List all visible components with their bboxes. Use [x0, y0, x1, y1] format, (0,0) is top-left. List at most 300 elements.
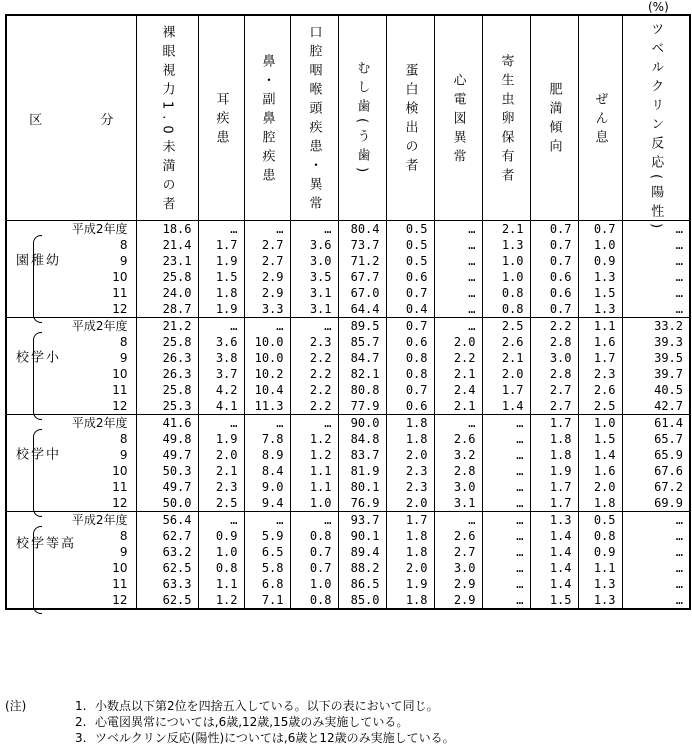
value-cell: 1.4	[578, 447, 622, 463]
note-line-1	[5, 698, 439, 714]
value-cell: 76.9	[338, 495, 386, 512]
year-cell	[6, 495, 136, 512]
value-cell: 1.2	[290, 431, 338, 447]
year-label: 平成2年度	[71, 222, 128, 236]
value-cell: 25.3	[136, 398, 198, 415]
table-row	[6, 592, 690, 609]
value-cell: 80.1	[338, 479, 386, 495]
year-cell	[6, 269, 136, 285]
value-cell: 1.3	[578, 592, 622, 609]
column-header-label: 心電図異常	[450, 72, 466, 168]
value-cell: 1.0	[290, 576, 338, 592]
value-cell: 0.8	[290, 528, 338, 544]
value-cell: …	[434, 237, 482, 253]
column-header	[136, 15, 198, 221]
column-header	[290, 15, 338, 221]
value-cell: 1.3	[530, 512, 578, 529]
value-cell: 0.7	[386, 318, 434, 335]
value-cell: 8.9	[244, 447, 290, 463]
value-cell: 65.7	[622, 431, 690, 447]
value-cell: …	[434, 318, 482, 335]
table-row	[6, 366, 690, 382]
table-row	[6, 463, 690, 479]
value-cell: 9.0	[244, 479, 290, 495]
value-cell: 1.3	[578, 301, 622, 318]
value-cell: 1.1	[290, 463, 338, 479]
table-row	[6, 447, 690, 463]
group-label: 高等学校	[13, 536, 73, 549]
value-cell: 40.5	[622, 382, 690, 398]
value-cell: 2.0	[482, 366, 530, 382]
value-cell: 1.8	[386, 544, 434, 560]
value-cell: 2.3	[578, 366, 622, 382]
value-cell: 2.1	[198, 463, 244, 479]
value-cell: 0.5	[386, 253, 434, 269]
group-section	[6, 415, 690, 512]
value-cell: 2.5	[198, 495, 244, 512]
value-cell: 0.5	[578, 512, 622, 529]
column-header-label: 耳疾患	[213, 91, 229, 149]
value-cell: 25.8	[136, 382, 198, 398]
value-cell: …	[482, 512, 530, 529]
value-cell: 1.9	[198, 431, 244, 447]
group-label: 幼稚園	[13, 253, 58, 266]
year-cell	[6, 512, 136, 549]
year-label: 12	[112, 399, 128, 413]
table-row	[6, 221, 690, 238]
value-cell: 77.9	[338, 398, 386, 415]
value-cell: 39.7	[622, 366, 690, 382]
value-cell: 1.2	[198, 592, 244, 609]
column-header-label: 寄生虫卵保有者	[498, 53, 514, 187]
value-cell: 2.8	[530, 334, 578, 350]
value-cell: …	[290, 415, 338, 432]
value-cell: 7.1	[244, 592, 290, 609]
value-cell: 0.8	[482, 301, 530, 318]
value-cell: 3.1	[290, 301, 338, 318]
column-header	[622, 15, 690, 235]
year-cell	[6, 463, 136, 479]
year-label: 11	[112, 286, 128, 300]
value-cell: 1.8	[386, 528, 434, 544]
year-cell	[6, 318, 136, 363]
value-cell: 2.2	[290, 382, 338, 398]
value-cell: 4.2	[198, 382, 244, 398]
value-cell: 83.7	[338, 447, 386, 463]
value-cell: 0.6	[386, 269, 434, 285]
value-cell: 3.5	[290, 269, 338, 285]
year-cell	[6, 237, 136, 253]
value-cell: 3.6	[198, 334, 244, 350]
year-cell	[6, 221, 136, 266]
value-cell: 2.9	[434, 576, 482, 592]
value-cell: 1.8	[198, 285, 244, 301]
value-cell: 4.1	[198, 398, 244, 415]
value-cell: 2.0	[578, 479, 622, 495]
value-cell: 1.9	[386, 576, 434, 592]
value-cell: 2.7	[244, 237, 290, 253]
value-cell: 49.7	[136, 447, 198, 463]
value-cell: 3.8	[198, 350, 244, 366]
year-label: 平成2年度	[71, 513, 128, 527]
value-cell: 86.5	[338, 576, 386, 592]
value-cell: 1.0	[198, 544, 244, 560]
value-cell: 8.4	[244, 463, 290, 479]
value-cell: 85.0	[338, 592, 386, 609]
value-cell: 11.3	[244, 398, 290, 415]
value-cell: 93.7	[338, 512, 386, 529]
value-cell: 5.9	[244, 528, 290, 544]
value-cell: 7.8	[244, 431, 290, 447]
year-cell	[6, 447, 136, 463]
value-cell: …	[482, 576, 530, 592]
value-cell: 2.9	[244, 269, 290, 285]
year-cell	[6, 398, 136, 415]
value-cell: 50.0	[136, 495, 198, 512]
value-cell: 0.8	[386, 366, 434, 382]
value-cell: 2.3	[198, 479, 244, 495]
value-cell: 0.7	[290, 560, 338, 576]
value-cell: 2.3	[290, 334, 338, 350]
value-cell: 61.4	[622, 415, 690, 432]
value-cell: 89.5	[338, 318, 386, 335]
value-cell: 63.2	[136, 544, 198, 560]
value-cell: …	[434, 512, 482, 529]
table-row	[6, 544, 690, 560]
year-label: 11	[112, 480, 128, 494]
value-cell: 62.5	[136, 560, 198, 576]
value-cell: 41.6	[136, 415, 198, 432]
table-row	[6, 253, 690, 269]
value-cell: 1.7	[530, 415, 578, 432]
note-number: 1.	[75, 699, 87, 713]
year-label: 10	[112, 367, 128, 381]
column-header	[244, 15, 290, 221]
value-cell: 1.3	[578, 576, 622, 592]
value-cell: …	[244, 221, 290, 238]
value-cell: 1.9	[198, 301, 244, 318]
value-cell: 3.3	[244, 301, 290, 318]
year-label: 10	[112, 270, 128, 284]
value-cell: 1.4	[530, 560, 578, 576]
division-header-right: 分	[100, 112, 114, 128]
division-header	[6, 15, 136, 221]
value-cell: 2.0	[386, 560, 434, 576]
value-cell: 2.2	[290, 366, 338, 382]
year-label: 12	[112, 496, 128, 510]
division-header-left: 区	[29, 112, 43, 128]
column-header-label: 裸眼視力1.0未満の者	[159, 24, 175, 216]
value-cell: 1.3	[578, 269, 622, 285]
value-cell: 67.2	[622, 479, 690, 495]
value-cell: 2.1	[482, 350, 530, 366]
value-cell: 88.2	[338, 560, 386, 576]
value-cell: 0.6	[386, 334, 434, 350]
note-number: 3.	[75, 731, 87, 745]
year-cell	[6, 285, 136, 301]
value-cell: 2.5	[482, 318, 530, 335]
notes-label: (注)	[5, 699, 27, 713]
value-cell: 10.2	[244, 366, 290, 382]
value-cell: …	[622, 301, 690, 318]
value-cell: 2.2	[530, 318, 578, 335]
value-cell: 3.2	[434, 447, 482, 463]
value-cell: 33.2	[622, 318, 690, 335]
value-cell: 0.7	[290, 544, 338, 560]
value-cell: 1.1	[578, 318, 622, 335]
table-row	[6, 398, 690, 415]
value-cell: 2.7	[244, 253, 290, 269]
value-cell: …	[198, 415, 244, 432]
value-cell: …	[482, 495, 530, 512]
value-cell: …	[622, 592, 690, 609]
value-cell: 0.6	[386, 398, 434, 415]
group-label: 中学校	[13, 447, 58, 460]
value-cell: …	[198, 221, 244, 238]
table-row	[6, 269, 690, 285]
column-header-label: 口腔咽喉頭疾患・異常	[306, 25, 322, 215]
year-label: 8	[119, 529, 128, 543]
year-label: 10	[112, 561, 128, 575]
value-cell: 3.6	[290, 237, 338, 253]
value-cell: 2.2	[290, 398, 338, 415]
value-cell: 0.7	[530, 253, 578, 269]
column-header-label: 蛋白検出の者	[402, 63, 418, 177]
value-cell: 2.2	[290, 350, 338, 366]
value-cell: 2.9	[434, 592, 482, 609]
value-cell: 2.1	[434, 366, 482, 382]
value-cell: 1.4	[530, 544, 578, 560]
value-cell: 90.1	[338, 528, 386, 544]
value-cell: …	[622, 253, 690, 269]
table-row	[6, 237, 690, 253]
column-header-label: ツベルクリン反応(陽性)	[648, 22, 664, 235]
group-section	[6, 512, 690, 610]
value-cell: 0.7	[386, 285, 434, 301]
value-cell: 0.8	[198, 560, 244, 576]
value-cell: 0.8	[290, 592, 338, 609]
value-cell: …	[622, 576, 690, 592]
value-cell: 0.8	[578, 528, 622, 544]
value-cell: 18.6	[136, 221, 198, 238]
notes	[5, 698, 455, 746]
value-cell: 1.7	[482, 382, 530, 398]
value-cell: …	[482, 528, 530, 544]
value-cell: 73.7	[338, 237, 386, 253]
year-cell	[6, 592, 136, 609]
value-cell: 50.3	[136, 463, 198, 479]
value-cell: 90.0	[338, 415, 386, 432]
unit-label: (%)	[648, 0, 669, 14]
value-cell: 1.8	[386, 415, 434, 432]
value-cell: 25.8	[136, 269, 198, 285]
year-label: 9	[119, 448, 128, 462]
table-row	[6, 382, 690, 398]
column-header	[578, 15, 622, 221]
group-label: 小学校	[13, 350, 58, 363]
note-number: 2.	[75, 715, 87, 729]
value-cell: 1.4	[482, 398, 530, 415]
column-header	[386, 15, 434, 221]
value-cell: …	[244, 415, 290, 432]
value-cell: 0.5	[386, 237, 434, 253]
value-cell: 1.8	[386, 592, 434, 609]
value-cell: 1.0	[482, 253, 530, 269]
year-label: 平成2年度	[71, 416, 128, 430]
table-row	[6, 512, 690, 529]
value-cell: 1.0	[578, 237, 622, 253]
year-cell	[6, 560, 136, 576]
year-label: 11	[112, 383, 128, 397]
table-row	[6, 576, 690, 592]
column-header-label: 鼻・副鼻腔疾患	[259, 53, 275, 187]
value-cell: …	[482, 560, 530, 576]
year-label: 8	[119, 335, 128, 349]
value-cell: 2.6	[434, 528, 482, 544]
value-cell: 1.6	[578, 334, 622, 350]
value-cell: 0.6	[530, 285, 578, 301]
value-cell: 1.5	[198, 269, 244, 285]
value-cell: 21.2	[136, 318, 198, 335]
value-cell: 1.0	[290, 495, 338, 512]
value-cell: 39.5	[622, 350, 690, 366]
value-cell: …	[622, 269, 690, 285]
value-cell: 1.5	[530, 592, 578, 609]
value-cell: 3.0	[434, 560, 482, 576]
health-statistics-table	[5, 14, 691, 610]
value-cell: 2.0	[386, 447, 434, 463]
value-cell: 1.9	[530, 463, 578, 479]
year-cell	[6, 415, 136, 460]
value-cell: 56.4	[136, 512, 198, 529]
value-cell: 3.7	[198, 366, 244, 382]
value-cell: 63.3	[136, 576, 198, 592]
value-cell: 2.8	[530, 366, 578, 382]
value-cell: 2.1	[434, 398, 482, 415]
value-cell: …	[434, 221, 482, 238]
value-cell: 1.8	[578, 495, 622, 512]
value-cell: 25.8	[136, 334, 198, 350]
note-line-2	[5, 714, 409, 730]
value-cell: 1.1	[290, 479, 338, 495]
value-cell: 2.1	[482, 221, 530, 238]
value-cell: 2.6	[578, 382, 622, 398]
value-cell: …	[622, 544, 690, 560]
value-cell: 2.7	[434, 544, 482, 560]
value-cell: 67.6	[622, 463, 690, 479]
value-cell: 84.8	[338, 431, 386, 447]
value-cell: 2.6	[434, 431, 482, 447]
value-cell: 1.0	[482, 269, 530, 285]
value-cell: …	[482, 479, 530, 495]
value-cell: …	[622, 512, 690, 529]
value-cell: 3.1	[434, 495, 482, 512]
value-cell: 1.7	[530, 479, 578, 495]
value-cell: 1.0	[578, 415, 622, 432]
group-section	[6, 318, 690, 415]
value-cell: 1.1	[578, 560, 622, 576]
value-cell: 49.8	[136, 431, 198, 447]
year-cell	[6, 253, 136, 269]
value-cell: 1.1	[198, 576, 244, 592]
value-cell: …	[244, 318, 290, 335]
table-row	[6, 318, 690, 335]
value-cell: 3.0	[530, 350, 578, 366]
value-cell: 2.4	[434, 382, 482, 398]
year-cell	[6, 431, 136, 447]
column-header	[198, 15, 244, 221]
value-cell: 1.8	[386, 431, 434, 447]
value-cell: 0.5	[386, 221, 434, 238]
year-cell	[6, 528, 136, 544]
value-cell: 0.7	[530, 221, 578, 238]
value-cell: 10.0	[244, 350, 290, 366]
year-cell	[6, 382, 136, 398]
value-cell: 39.3	[622, 334, 690, 350]
column-header-label: 肥満傾向	[546, 82, 562, 158]
value-cell: 26.3	[136, 366, 198, 382]
value-cell: 0.7	[386, 382, 434, 398]
value-cell: 3.0	[290, 253, 338, 269]
value-cell: 80.8	[338, 382, 386, 398]
year-label: 平成2年度	[71, 319, 128, 333]
column-header	[338, 15, 386, 221]
value-cell: 0.8	[386, 350, 434, 366]
year-cell	[6, 544, 136, 560]
value-cell: …	[482, 447, 530, 463]
value-cell: …	[290, 512, 338, 529]
value-cell: 67.0	[338, 285, 386, 301]
value-cell: 0.7	[578, 221, 622, 238]
value-cell: 2.7	[530, 382, 578, 398]
value-cell: …	[622, 237, 690, 253]
value-cell: 2.0	[386, 495, 434, 512]
value-cell: …	[434, 285, 482, 301]
value-cell: 0.9	[578, 544, 622, 560]
value-cell: …	[198, 512, 244, 529]
value-cell: 0.8	[482, 285, 530, 301]
column-header-label: ぜん息	[592, 91, 608, 149]
table-row	[6, 285, 690, 301]
year-label: 9	[119, 545, 128, 559]
value-cell: 1.7	[386, 512, 434, 529]
column-header	[482, 15, 530, 221]
value-cell: 82.1	[338, 366, 386, 382]
value-cell: …	[482, 415, 530, 432]
value-cell: …	[482, 463, 530, 479]
value-cell: 3.0	[434, 479, 482, 495]
value-cell: …	[482, 431, 530, 447]
value-cell: 42.7	[622, 398, 690, 415]
column-header	[434, 15, 482, 221]
value-cell: …	[434, 301, 482, 318]
year-label: 12	[112, 302, 128, 316]
note-line-3	[5, 730, 455, 746]
value-cell: 2.7	[530, 398, 578, 415]
value-cell: 0.7	[530, 301, 578, 318]
value-cell: 71.2	[338, 253, 386, 269]
value-cell: 23.1	[136, 253, 198, 269]
value-cell: 9.4	[244, 495, 290, 512]
value-cell: 0.9	[578, 253, 622, 269]
value-cell: …	[622, 528, 690, 544]
table-row	[6, 431, 690, 447]
value-cell: 1.2	[290, 447, 338, 463]
value-cell: 0.4	[386, 301, 434, 318]
value-cell: …	[290, 318, 338, 335]
year-label: 9	[119, 254, 128, 268]
note-text: 心電図異常については,6歳,12歳,15歳のみ実施している。	[95, 715, 409, 729]
